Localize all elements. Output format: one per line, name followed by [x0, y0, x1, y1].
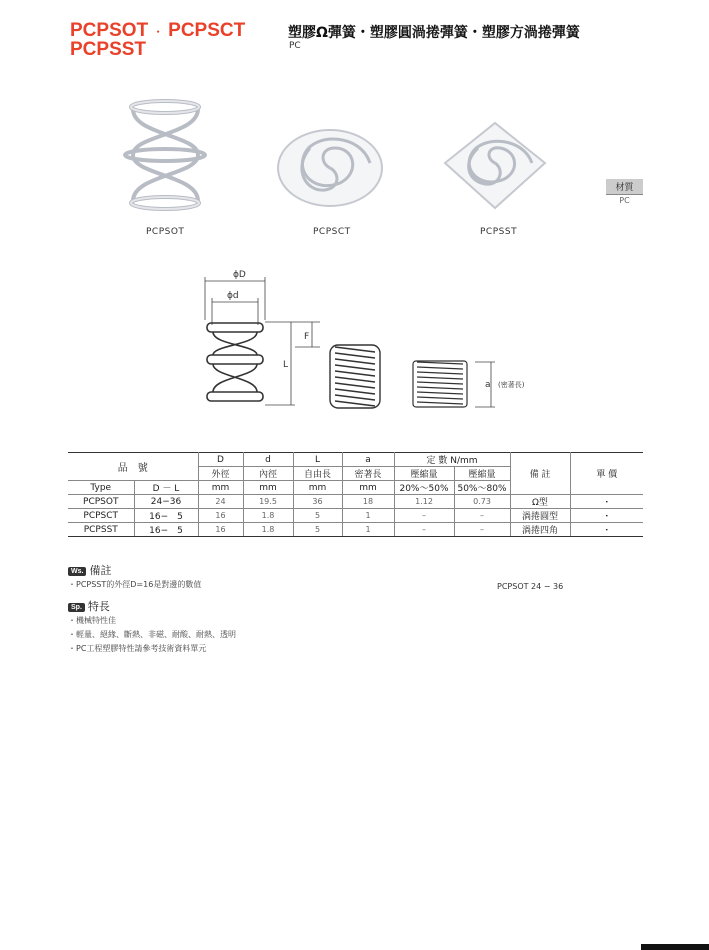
product-code-header: [70, 22, 245, 59]
cell-D: 16: [198, 509, 243, 523]
cell-note: Ω型: [510, 495, 570, 509]
th-L-name: 自由長: [293, 467, 342, 481]
th-D-name: 外徑: [198, 467, 243, 481]
ws-badge: Ws.: [68, 567, 86, 576]
ws-heading-row: [68, 562, 201, 578]
th-D-unit: mm: [198, 481, 243, 495]
cell-note: 渦捲圓型: [510, 509, 570, 523]
th-k1-name: 壓縮量: [394, 467, 454, 481]
cell-L: 5: [293, 523, 342, 537]
cell-k2: 0.73: [454, 495, 510, 509]
page-title: 塑膠Ω彈簧・塑膠圓渦捲彈簧・塑膠方渦捲彈簧: [288, 25, 580, 41]
sp-item: ・輕量、絕緣、斷熱、非磁、耐酸、耐熱、透明: [68, 630, 236, 639]
cell-type: PCPSOT: [68, 495, 134, 509]
dim-F-label: F: [304, 332, 310, 342]
pcpsct-label: PCPSCT: [313, 227, 351, 237]
spec-table: [68, 452, 643, 537]
dim-a-label: a: [485, 380, 491, 390]
th-L: L: [293, 453, 342, 467]
pcpsot-image: [118, 95, 213, 215]
th-d-name: 內徑: [243, 467, 293, 481]
material-value: PC: [619, 196, 630, 205]
cell-type: PCPSCT: [68, 509, 134, 523]
dimension-drawing: [195, 265, 525, 415]
cell-d: 19.5: [243, 495, 293, 509]
ws-heading: 備註: [89, 564, 112, 577]
th-a-unit: mm: [342, 481, 394, 495]
dim-a-note: (密著長): [498, 381, 525, 389]
cell-price: ・: [570, 523, 643, 537]
th-d-unit: mm: [243, 481, 293, 495]
cell-k1: 1.12: [394, 495, 454, 509]
page-marker: [641, 944, 709, 950]
cell-d: 1.8: [243, 523, 293, 537]
material-subtitle: PC: [289, 41, 301, 51]
code-separator: ・: [152, 25, 165, 39]
ws-note: ・PCPSST的外徑D=16是對邊的數值: [68, 580, 202, 589]
dim-L-label: L: [283, 360, 289, 370]
th-a-name: 密著長: [342, 467, 394, 481]
th-d: d: [243, 453, 293, 467]
table-row: [68, 509, 643, 523]
th-k1-range: 20%～50%: [394, 481, 454, 495]
cell-d: 1.8: [243, 509, 293, 523]
th-price: 單 價: [570, 453, 643, 495]
cell-type: PCPSST: [68, 523, 134, 537]
pcpsct-image: [275, 118, 385, 213]
cell-D: 16: [198, 523, 243, 537]
cell-price: ・: [570, 495, 643, 509]
cell-a: 1: [342, 509, 394, 523]
th-k2-name: 壓縮量: [454, 467, 510, 481]
cell-L: 5: [293, 509, 342, 523]
code-pcpsot: PCPSOT: [70, 20, 149, 41]
th-constant: 定 數 N/mm: [394, 453, 510, 467]
material-label: 材質: [606, 179, 643, 195]
sp-badge: Sp.: [68, 603, 85, 612]
code-pcpsst: PCPSST: [70, 39, 147, 60]
cell-k1: –: [394, 509, 454, 523]
th-type: Type: [68, 481, 134, 495]
cell-L: 36: [293, 495, 342, 509]
pcpsst-label: PCPSST: [480, 227, 518, 237]
table-row: [68, 495, 643, 509]
cell-k2: –: [454, 523, 510, 537]
th-k2-range: 50%～80%: [454, 481, 510, 495]
cell-price: ・: [570, 509, 643, 523]
sp-item: ・機械特性佳: [68, 616, 116, 625]
sp-heading: 特長: [87, 600, 110, 613]
code-pcpsct: PCPSCT: [168, 20, 246, 41]
cell-note: 渦捲四角: [510, 523, 570, 537]
cell-dl: 16− 5: [134, 523, 198, 537]
ws-section: [68, 562, 201, 592]
th-product-name: 品 號: [68, 453, 198, 481]
cell-dl: 16− 5: [134, 509, 198, 523]
th-D: D: [198, 453, 243, 467]
pcpsot-label: PCPSOT: [146, 227, 185, 237]
cell-dl: 24−36: [134, 495, 198, 509]
cell-D: 24: [198, 495, 243, 509]
th-a: a: [342, 453, 394, 467]
dim-d-label: ϕd: [227, 291, 239, 301]
dim-D-label: ϕD: [233, 270, 246, 280]
th-D-L: D － L: [134, 481, 198, 495]
cell-a: 1: [342, 523, 394, 537]
order-example: PCPSOT 24 − 36: [497, 582, 564, 591]
sp-heading-row: [68, 598, 236, 614]
sp-item: ・PC工程塑膠特性請參考技術資料單元: [68, 644, 207, 653]
table-row: [68, 523, 643, 537]
pcpsst-image: [440, 118, 550, 213]
cell-a: 18: [342, 495, 394, 509]
th-L-unit: mm: [293, 481, 342, 495]
material-box: [606, 179, 643, 206]
sp-section: [68, 598, 236, 656]
cell-k2: –: [454, 509, 510, 523]
cell-k1: –: [394, 523, 454, 537]
th-note: 備 註: [510, 453, 570, 495]
